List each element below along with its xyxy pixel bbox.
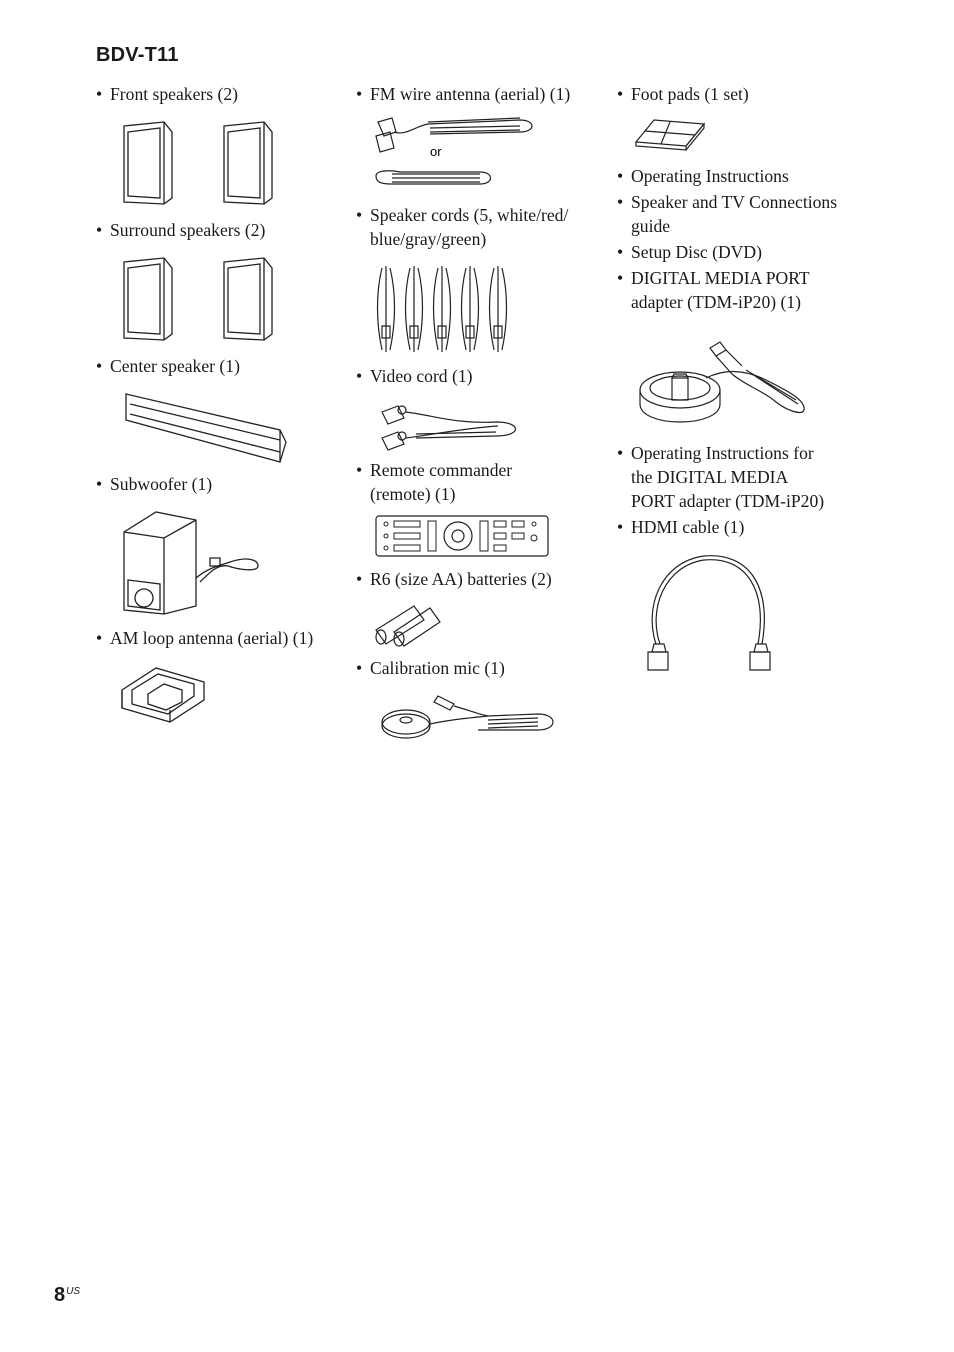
item-label-line: the DIGITAL MEDIA bbox=[631, 467, 789, 487]
subwoofer-illustration bbox=[118, 508, 268, 618]
item-label-line: PORT adapter (TDM-iP20) bbox=[631, 491, 825, 511]
section-heading: BDV-T11 bbox=[96, 44, 179, 66]
foot-pads-illustration bbox=[632, 116, 712, 152]
video-cord-illustration bbox=[376, 398, 526, 454]
item-label: Calibration mic (1) bbox=[370, 658, 505, 678]
item-label: HDMI cable (1) bbox=[631, 517, 745, 537]
item-setup-disc bbox=[617, 240, 891, 264]
page-footer bbox=[54, 1284, 80, 1307]
am-loop-antenna-illustration bbox=[118, 662, 218, 726]
item-label-line: blue/gray/green) bbox=[370, 229, 487, 249]
or-label: or bbox=[430, 144, 442, 159]
front-speakers-illustration bbox=[116, 118, 286, 208]
surround-speakers-illustration bbox=[116, 254, 286, 344]
item-label-line: • Remote commander bbox=[370, 460, 513, 480]
item-connections-guide bbox=[617, 190, 891, 238]
item-label: Video cord (1) bbox=[370, 366, 473, 386]
item-operating-instructions-adapter bbox=[617, 441, 891, 513]
speaker-cords-illustration bbox=[374, 262, 524, 356]
batteries-illustration bbox=[370, 600, 446, 646]
item-batteries bbox=[356, 567, 620, 591]
item-label-line: adapter (TDM-iP20) (1) bbox=[631, 292, 802, 312]
item-remote-commander bbox=[356, 458, 620, 506]
item-label-line: • DIGITAL MEDIA PORT bbox=[631, 268, 810, 288]
item-label-line: guide bbox=[631, 216, 671, 236]
center-speaker-illustration bbox=[120, 390, 290, 466]
item-label: Operating Instructions bbox=[631, 166, 789, 186]
item-subwoofer bbox=[96, 472, 360, 496]
item-label: Subwoofer (1) bbox=[110, 474, 213, 494]
item-fm-wire-antenna bbox=[356, 82, 620, 106]
item-label: Setup Disc (DVD) bbox=[631, 242, 762, 262]
item-label: Foot pads (1 set) bbox=[631, 84, 749, 104]
item-label: FM wire antenna (aerial) (1) bbox=[370, 84, 571, 104]
item-video-cord bbox=[356, 364, 620, 388]
item-center-speaker bbox=[96, 354, 360, 378]
item-label-line: • Speaker and TV Connections bbox=[631, 192, 838, 212]
item-surround-speakers bbox=[96, 218, 360, 242]
hdmi-cable-illustration bbox=[640, 548, 780, 678]
item-front-speakers bbox=[96, 82, 360, 106]
item-label-line: • Operating Instructions for bbox=[631, 443, 814, 463]
item-calibration-mic bbox=[356, 656, 620, 680]
item-label: Front speakers (2) bbox=[110, 84, 239, 104]
item-label: R6 (size AA) batteries (2) bbox=[370, 569, 552, 589]
item-operating-instructions bbox=[617, 164, 891, 188]
digital-media-port-adapter-illustration bbox=[636, 330, 812, 430]
fm-wire-antenna-illustration bbox=[370, 112, 542, 196]
calibration-mic-illustration bbox=[378, 690, 558, 752]
item-label: Surround speakers (2) bbox=[110, 220, 266, 240]
item-foot-pads bbox=[617, 82, 891, 106]
item-speaker-cords bbox=[356, 203, 620, 251]
item-digital-media-port-adapter bbox=[617, 266, 891, 314]
item-label-line: (remote) (1) bbox=[370, 484, 456, 504]
page-number: 8 bbox=[54, 1284, 66, 1306]
item-label-line: • Speaker cords (5, white/red/ bbox=[370, 205, 569, 225]
item-label: Center speaker (1) bbox=[110, 356, 240, 376]
item-am-loop-antenna bbox=[96, 626, 360, 650]
item-hdmi-cable bbox=[617, 515, 891, 539]
item-label: AM loop antenna (aerial) (1) bbox=[110, 628, 314, 648]
remote-commander-illustration bbox=[374, 514, 552, 560]
page-region: US bbox=[66, 1286, 81, 1297]
